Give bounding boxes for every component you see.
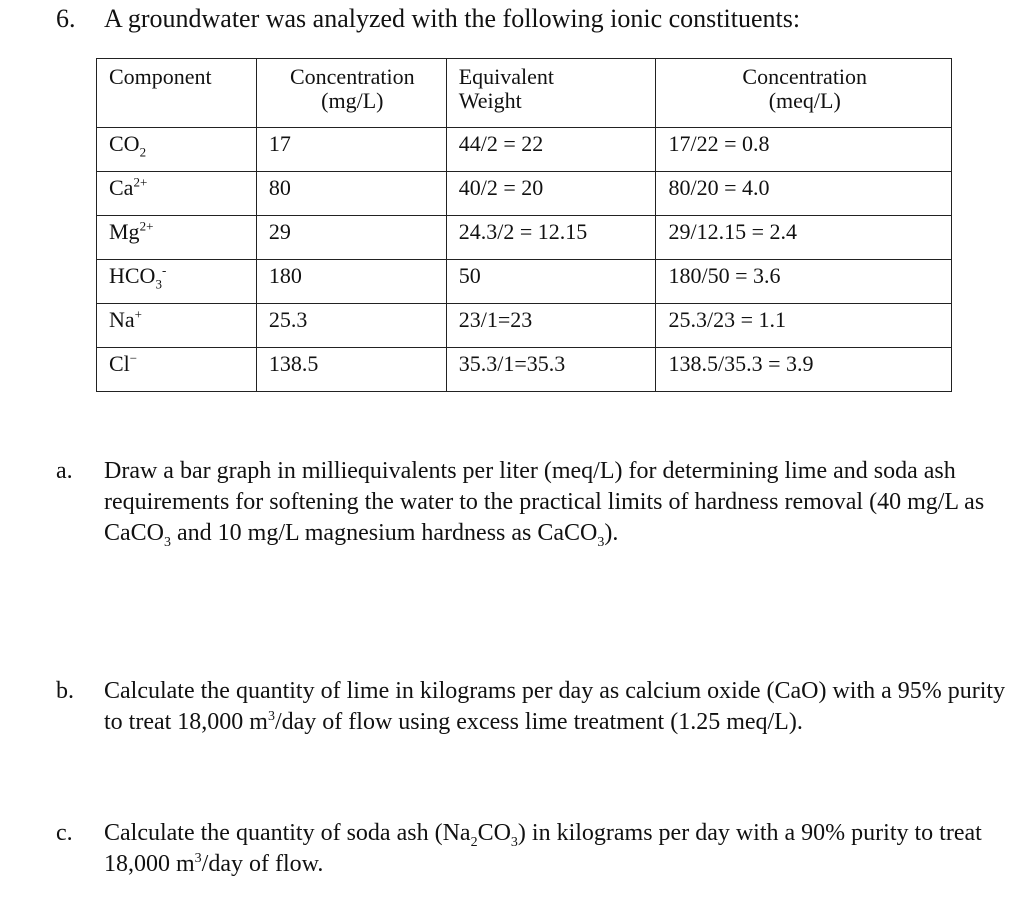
table-row (97, 216, 952, 260)
header-concentration-meq: Concentration (meq/L) (656, 59, 952, 128)
eq-cell: 35.3/1=35.3 (446, 348, 656, 392)
part-c-letter: c. (56, 820, 73, 846)
header-concentration-mg: Concentration (mg/L) (256, 59, 446, 128)
header-component: Component (97, 59, 257, 128)
part-a-letter: a. (56, 458, 73, 484)
ion-cell: Na+ (97, 304, 257, 348)
meq-cell: 25.3/23 = 1.1 (656, 304, 952, 348)
ion-cell: $Ca^{2+}$ (97, 172, 257, 216)
part-b (56, 676, 1006, 738)
mg-cell: 25.3 (256, 304, 446, 348)
table-row (97, 128, 952, 172)
ion-cell: $Mg^{2+}$ (97, 216, 257, 260)
meq-cell: 17/22 = 0.8 (656, 128, 952, 172)
table-header-row (97, 59, 952, 128)
eq-cell: 50 (446, 260, 656, 304)
ion-cell: $CO_2$ (97, 128, 257, 172)
question-number: 6. (56, 4, 76, 33)
question-text: A groundwater was analyzed with the following ionic constituents: (104, 4, 801, 33)
part-c (56, 818, 1006, 880)
question-title (56, 4, 800, 34)
eq-cell: 23/1=23 (446, 304, 656, 348)
table-row (97, 260, 952, 304)
meq-cell: 80/20 = 4.0 (656, 172, 952, 216)
part-b-letter: b. (56, 678, 74, 704)
mg-cell: 29 (256, 216, 446, 260)
meq-cell: 29/12.15 = 2.4 (656, 216, 952, 260)
ion-cell: $HCO_3^-$ (97, 260, 257, 304)
mg-cell: 80 (256, 172, 446, 216)
meq-cell: 138.5/35.3 = 3.9 (656, 348, 952, 392)
part-a (56, 456, 1006, 549)
header-equivalent-weight: Equivalent Weight (446, 59, 656, 128)
ion-table (96, 58, 952, 392)
table-row (97, 172, 952, 216)
part-c-text: Calculate the quantity of soda ash $(Na_2CO_3)$ in kilograms per day with a 90% purity to treat 18,000 $m^3$/day of flow. (104, 820, 982, 877)
eq-cell: 40/2 = 20 (446, 172, 656, 216)
table-row (97, 304, 952, 348)
ion-cell: Cl− (97, 348, 257, 392)
part-a-text: Draw a bar graph in milliequivalents per liter (meq/L) for determining lime and soda ash requirements for softening the water to the practical limits of hardness removal (40 mg/L as CaCO$_3$ and 10 mg/L magnesium hardness as CaCO$_3$). (104, 458, 985, 550)
part-b-text: Calculate the quantity of lime in kilograms per day as calcium oxide (CaO) with a 95% purity to treat 18,000 $m^3$/day of flow using excess lime treatment (1.25 meq/L). (104, 678, 1006, 735)
mg-cell: 180 (256, 260, 446, 304)
eq-cell: 24.3/2 = 12.15 (446, 216, 656, 260)
mg-cell: 17 (256, 128, 446, 172)
mg-cell: 138.5 (256, 348, 446, 392)
table-row (97, 348, 952, 392)
meq-cell: 180/50 = 3.6 (656, 260, 952, 304)
eq-cell: 44/2 = 22 (446, 128, 656, 172)
